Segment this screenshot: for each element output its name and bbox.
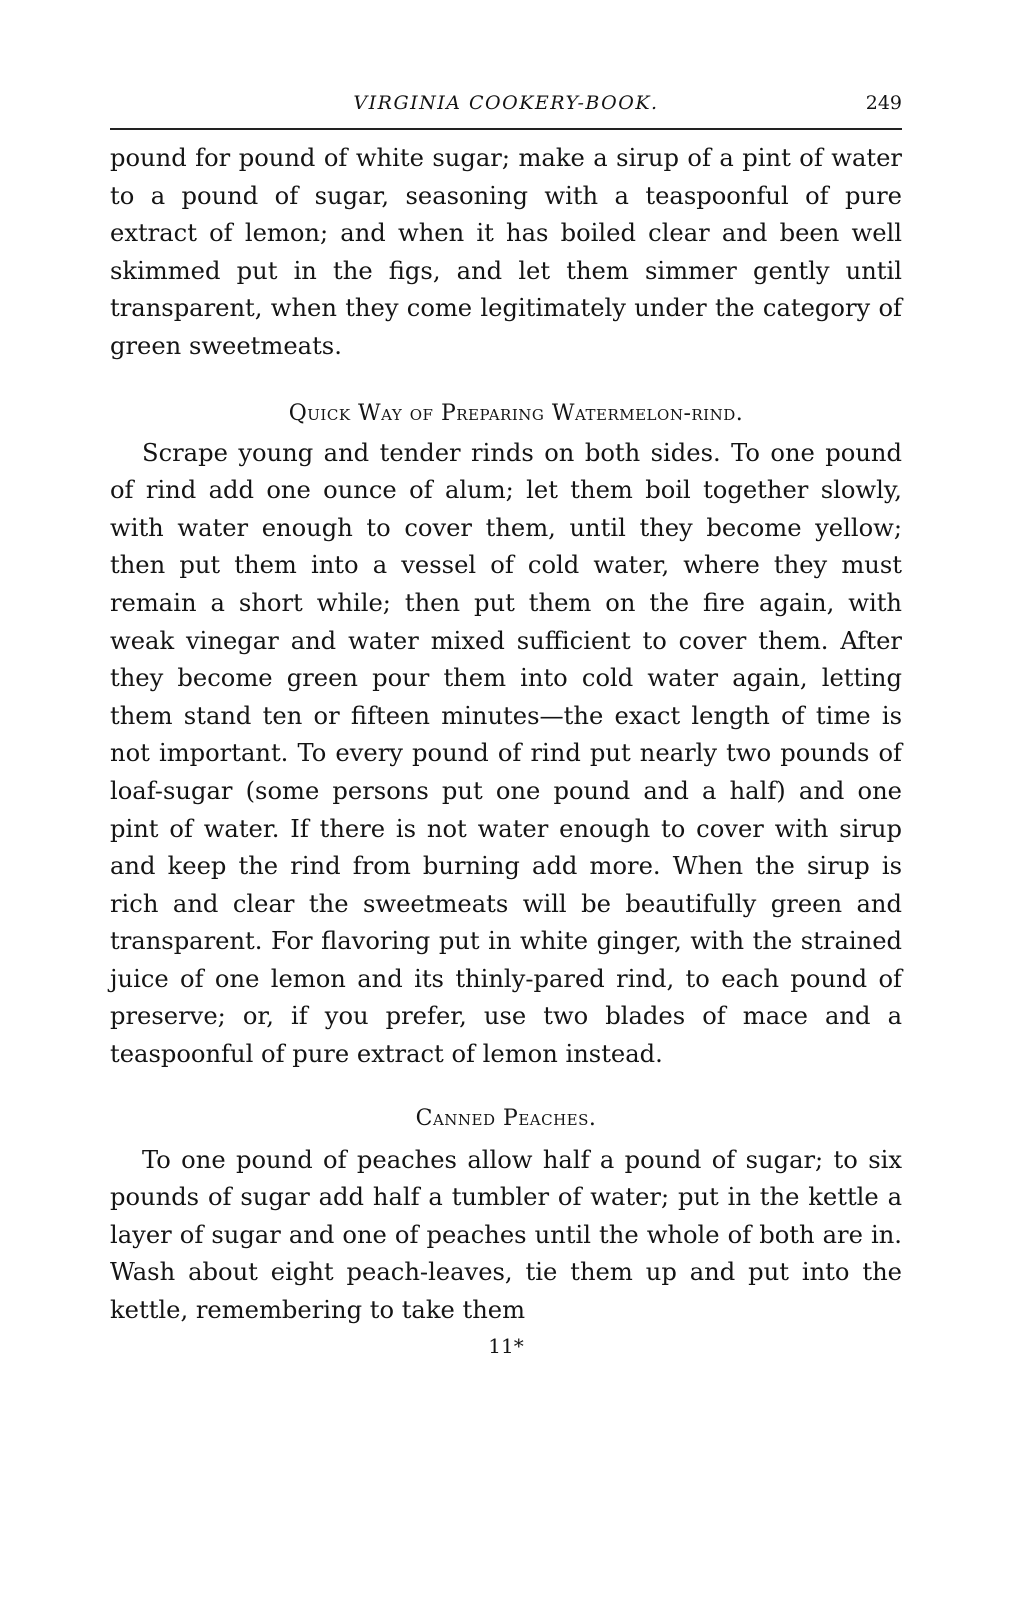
- running-head-title: VIRGINIA COOKERY-BOOK.: [353, 92, 659, 114]
- heading-canned-peaches: Canned Peaches.: [415, 1105, 597, 1131]
- paragraph-canned-peaches: To one pound of peaches allow half a pound of sugar; to six pounds of sugar add half a tumbler of water; put in the kettle a layer of sugar and one of peaches until the whole of both are in. Wash about eight peach-leaves, tie them up and put into the kettle, remembering to take them: [110, 1145, 902, 1325]
- page-number: 249: [865, 92, 902, 114]
- paragraph-watermelon-rind: Scrape young and tender rinds on both sides. To one pound of rind add one ounce of alum; let them boil together slowly, with water enough to cover them, until they become yellow; then put them into a vessel of cold water, where they must remain a short while; then put them on the fire again, with weak vinegar and water mixed sufficient to cover them. After they become green pour them into cold water again, letting them stand ten or fifteen minutes—the exact length of time is not important. To every pound of rind put nearly two pounds of loaf-sugar (some persons put one pound and a half) and one pint of water. If there is not water enough to cover with sirup and keep the rind from burning add more. When the sirup is rich and clear the sweetmeats will be beautifully green and transparent. For flavoring put in white ginger, with the strained juice of one lemon and its thinly-pared rind, to each pound of preserve; or, if you prefer, use two blades of mace and a teaspoonful of pure extract of lemon instead.: [110, 438, 902, 1069]
- running-head: [110, 92, 902, 128]
- header-rule: [110, 128, 902, 130]
- book-page: [110, 92, 902, 1358]
- signature-mark: 11*: [488, 1333, 524, 1358]
- heading-watermelon-rind: Quick Way of Preparing Watermelon-rind.: [288, 400, 744, 426]
- paragraph-figs-continued: pound for pound of white sugar; make a sirup of a pint of water to a pound of sugar, seasoning with a teaspoonful of pure extract of lemon; and when it has boiled clear and been well skimmed put in the figs, and let them simmer gently until transparent, when they come legitimately under the category of green sweetmeats.: [110, 144, 902, 360]
